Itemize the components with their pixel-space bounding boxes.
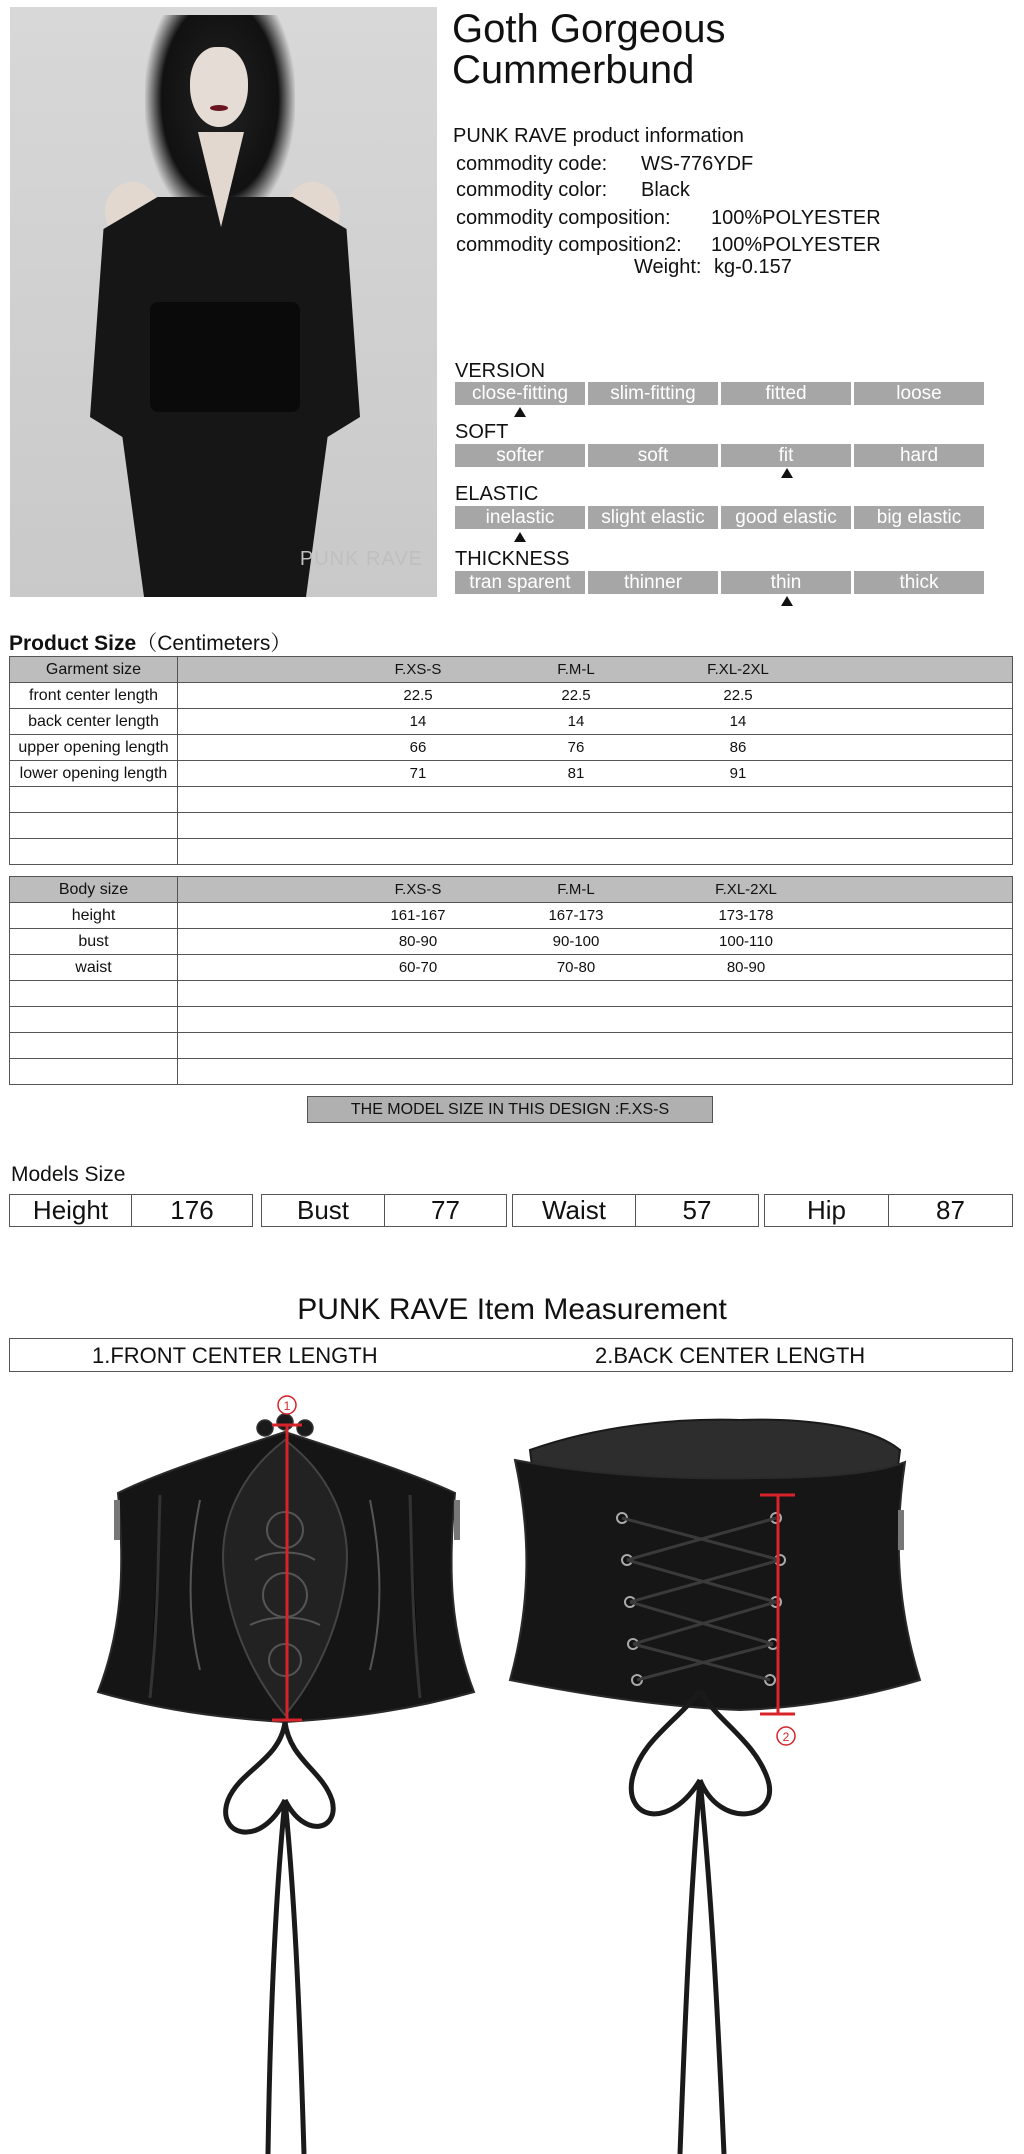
table-cell: 71: [409, 765, 427, 782]
info-code-row: [456, 153, 754, 176]
model-height-label: Height: [9, 1194, 132, 1227]
measurement-labels: [9, 1338, 1013, 1372]
table-cell: 14: [567, 713, 585, 730]
product-size-unit: （Centimeters）: [136, 632, 292, 655]
info-composition-value: 100%POLYESTER: [711, 207, 881, 229]
table-row: [10, 735, 1012, 761]
product-drawings: [0, 1380, 1024, 2154]
soft-scale: [455, 444, 984, 467]
soft-option: fit: [721, 444, 851, 467]
table-header-row: [10, 877, 1012, 903]
thickness-option: tran sparent: [455, 571, 585, 594]
front-zipper-right: [454, 1500, 460, 1540]
table-cell: 22.5: [723, 687, 753, 704]
back-ties: [631, 1690, 769, 2154]
table-row-empty: [10, 1033, 1012, 1059]
model-height: [9, 1194, 253, 1227]
product-size-title-text: Product Size: [9, 632, 137, 655]
model-bust: [261, 1194, 507, 1227]
thickness-option: thick: [854, 571, 984, 594]
product-title-line2: Cummerbund: [452, 48, 695, 92]
size-header: F.M-L: [557, 881, 595, 898]
table-cell: 161-167: [390, 907, 446, 924]
row-label: waist: [10, 955, 178, 980]
table-cell: 81: [567, 765, 585, 782]
soft-option: softer: [455, 444, 585, 467]
table-cell: 14: [409, 713, 427, 730]
table-row-empty: [10, 839, 1012, 865]
thickness-option: thinner: [588, 571, 718, 594]
elastic-option: inelastic: [455, 506, 585, 529]
thickness-selected-marker: [781, 596, 793, 606]
table-row: [10, 761, 1012, 787]
garment-size-table: [9, 656, 1013, 865]
model-height-value: 176: [132, 1194, 253, 1227]
info-color-value: Black: [641, 179, 690, 201]
info-composition2-row: [456, 234, 881, 257]
back-cummerbund: [510, 1420, 920, 2154]
elastic-option: slight elastic: [588, 506, 718, 529]
elastic-option: big elastic: [854, 506, 984, 529]
table-cell: 86: [729, 739, 747, 756]
model-hip-value: 87: [889, 1194, 1013, 1227]
product-title-line1: Goth Gorgeous: [452, 7, 726, 51]
version-option: close-fitting: [455, 382, 585, 405]
elastic-scale: [455, 506, 984, 529]
elastic-option: good elastic: [721, 506, 851, 529]
row-label: back center length: [10, 709, 178, 734]
product-size-title: [9, 627, 291, 657]
version-label: VERSION: [455, 360, 546, 382]
table-cell: 14: [729, 713, 747, 730]
model-bust-label: Bust: [261, 1194, 385, 1227]
table-cell: 100-110: [719, 933, 773, 950]
info-weight-row: [634, 256, 792, 279]
body-size-header: Body size: [10, 877, 178, 902]
table-row-empty: [10, 1059, 1012, 1085]
product-photo: [10, 7, 437, 597]
front-center-label: 1.FRONT CENTER LENGTH: [92, 1343, 378, 1368]
info-code-label: commodity code:: [456, 153, 608, 175]
table-cell: 80-90: [398, 933, 438, 950]
thickness-scale: [455, 571, 984, 594]
back-center-label: 2.BACK CENTER LENGTH: [595, 1343, 866, 1368]
size-header: F.XL-2XL: [707, 661, 769, 678]
model-hip-label: Hip: [764, 1194, 889, 1227]
front-zipper-left: [114, 1500, 120, 1540]
thickness-label: THICKNESS: [455, 548, 570, 570]
garment-size-header: Garment size: [10, 657, 178, 682]
table-row-empty: [10, 981, 1012, 1007]
info-code-value: WS-776YDF: [641, 153, 754, 175]
info-composition-label: commodity composition:: [456, 207, 671, 229]
size-header: F.XS-S: [394, 661, 442, 678]
table-cell: 22.5: [403, 687, 433, 704]
table-row: [10, 955, 1012, 981]
model-lips: [210, 105, 228, 111]
measure-marker-1: 1: [283, 1399, 291, 1413]
version-option: slim-fitting: [588, 382, 718, 405]
info-weight-value: kg-0.157: [714, 256, 792, 278]
info-composition2-label: commodity composition2:: [456, 234, 682, 256]
back-zipper-right: [898, 1510, 904, 1550]
model-cummerbund: [150, 302, 300, 412]
models-size-title: Models Size: [11, 1163, 126, 1186]
row-label: lower opening length: [10, 761, 178, 786]
info-color-label: commodity color:: [456, 179, 608, 201]
elastic-label: ELASTIC: [455, 483, 539, 505]
model-bust-value: 77: [385, 1194, 507, 1227]
table-row: [10, 929, 1012, 955]
table-row-empty: [10, 813, 1012, 839]
table-cell: 76: [567, 739, 585, 756]
front-cummerbund: [98, 1396, 474, 2154]
row-label: height: [10, 903, 178, 928]
soft-label: SOFT: [455, 421, 509, 443]
body-size-table: [9, 876, 1013, 1085]
model-face: [190, 47, 248, 127]
version-option: loose: [854, 382, 984, 405]
table-row-empty: [10, 1007, 1012, 1033]
table-cell: 80-90: [726, 959, 766, 976]
version-selected-marker: [514, 407, 526, 417]
info-heading: PUNK RAVE product information: [453, 125, 744, 147]
table-cell: 90-100: [552, 933, 600, 950]
table-row: [10, 903, 1012, 929]
row-label: upper opening length: [10, 735, 178, 760]
info-composition-row: [456, 207, 881, 230]
table-cell: 70-80: [556, 959, 596, 976]
thickness-option: thin: [721, 571, 851, 594]
table-cell: 22.5: [561, 687, 591, 704]
photo-watermark: PUNK RAVE: [299, 548, 423, 570]
size-header: F.M-L: [557, 661, 595, 678]
info-color-row: [456, 179, 690, 202]
measurement-title: PUNK RAVE Item Measurement: [297, 1293, 727, 1326]
model-waist-label: Waist: [512, 1194, 636, 1227]
soft-option: soft: [588, 444, 718, 467]
info-weight-label: Weight:: [634, 256, 702, 278]
table-cell: 167-173: [548, 907, 604, 924]
model-hip: [764, 1194, 1013, 1227]
info-composition2-value: 100%POLYESTER: [711, 234, 881, 256]
model-waist: [512, 1194, 759, 1227]
table-cell: 91: [729, 765, 747, 782]
table-header-row: [10, 657, 1012, 683]
table-row: [10, 683, 1012, 709]
model-waist-value: 57: [636, 1194, 759, 1227]
elastic-selected-marker: [514, 532, 526, 542]
product-title: [452, 9, 1012, 91]
soft-option: hard: [854, 444, 984, 467]
row-label: bust: [10, 929, 178, 954]
version-scale: [455, 382, 984, 405]
size-header: F.XL-2XL: [715, 881, 777, 898]
table-cell: 60-70: [398, 959, 438, 976]
table-cell: 173-178: [718, 907, 774, 924]
size-header: F.XS-S: [394, 881, 442, 898]
table-row: [10, 709, 1012, 735]
table-row-empty: [10, 787, 1012, 813]
model-size-note: THE MODEL SIZE IN THIS DESIGN :F.XS-S: [307, 1096, 713, 1123]
measure-marker-2: 2: [782, 1730, 790, 1744]
front-ties: [226, 1722, 333, 2154]
table-cell: 66: [409, 739, 427, 756]
soft-selected-marker: [781, 468, 793, 478]
row-label: front center length: [10, 683, 178, 708]
version-option: fitted: [721, 382, 851, 405]
